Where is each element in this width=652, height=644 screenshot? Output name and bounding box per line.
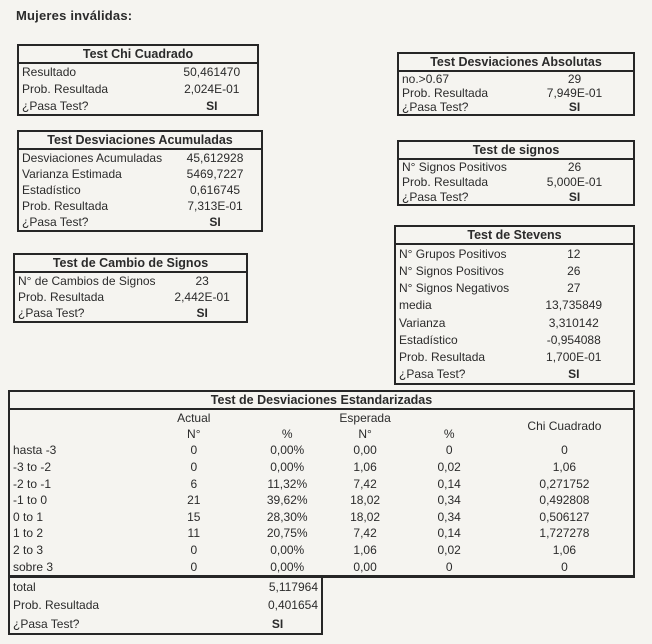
row-label: ¿Pasa Test?	[402, 189, 469, 204]
row-label: Prob. Resultada	[18, 290, 105, 304]
table-title: Test Desviaciones Absolutas	[399, 54, 633, 72]
cell: 0	[190, 443, 198, 458]
row-label: Prob. Resultada	[22, 199, 109, 213]
row-value: SI	[271, 616, 284, 631]
row-label: Prob. Resultada	[13, 598, 100, 613]
table-row	[10, 459, 633, 476]
cell: 6	[190, 476, 198, 491]
table-row	[10, 442, 633, 459]
row-label: -2 to -1	[13, 476, 52, 491]
table-row	[19, 182, 261, 198]
test-desviaciones-acumuladas-table	[17, 130, 263, 232]
cell: 0,00%	[270, 443, 305, 458]
cell: 0,271752	[539, 476, 590, 491]
row-value: 13,735849	[545, 298, 603, 313]
cell: 1,06	[552, 543, 577, 558]
column-header-actual-pct: %	[281, 427, 293, 441]
table-row	[19, 64, 257, 81]
row-label: -3 to -2	[13, 459, 52, 474]
row-value: 26	[567, 263, 581, 278]
cell: 20,75%	[266, 526, 308, 541]
row-label: 0 to 1	[13, 509, 44, 524]
row-value: SI	[568, 189, 581, 204]
row-value: -0,954088	[546, 332, 601, 347]
table-row	[10, 558, 633, 575]
table-row	[396, 349, 633, 366]
row-value: 0,401654	[267, 598, 318, 613]
cell: 1,06	[353, 543, 377, 558]
cell: 28,30%	[266, 509, 308, 524]
big-table-header	[10, 410, 633, 442]
table-row	[396, 245, 633, 262]
table-title: Test de Desviaciones Estandarizadas	[10, 392, 633, 410]
table-title: Test de Stevens	[396, 227, 633, 245]
row-value: 3,310142	[548, 315, 599, 330]
row-label: Estadístico	[399, 332, 458, 347]
table-row	[399, 189, 633, 204]
row-label: Varianza Estimada	[22, 167, 122, 181]
test-chi-cuadrado-table	[17, 44, 259, 116]
row-label: 2 to 3	[13, 543, 44, 558]
column-header-actual-n: N°	[187, 427, 201, 441]
row-value: 2,442E-01	[174, 290, 230, 304]
row-label: Estadístico	[22, 183, 81, 197]
row-label: 1 to 2	[13, 526, 44, 541]
column-header-esperada: Esperada	[339, 411, 391, 425]
table-row	[19, 81, 257, 98]
test-desviaciones-estandarizadas-table	[8, 390, 635, 578]
row-value: 1,700E-01	[546, 350, 602, 365]
table-row	[19, 97, 257, 114]
row-label: ¿Pasa Test?	[18, 306, 85, 320]
cell: 0	[190, 543, 198, 558]
table-row	[15, 273, 246, 289]
row-label: -1 to 0	[13, 493, 48, 508]
cell: 0,00%	[270, 543, 305, 558]
row-value: 5,000E-01	[546, 175, 603, 189]
row-label: media	[399, 298, 432, 313]
cell: 18,02	[350, 493, 381, 508]
row-label: ¿Pasa Test?	[399, 367, 466, 382]
test-de-signos-table	[397, 140, 635, 206]
cell: 0,02	[437, 459, 461, 474]
column-header-esperada-n: N°	[358, 427, 372, 441]
cell: 0,14	[437, 526, 461, 541]
row-value: 23	[195, 274, 209, 288]
cell: 0,506127	[539, 509, 590, 524]
table-row	[396, 366, 633, 383]
test-cambio-de-signos-table	[13, 253, 248, 323]
cell: 0,02	[437, 543, 461, 558]
table-row	[396, 297, 633, 314]
table-row	[19, 198, 261, 214]
table-row	[15, 289, 246, 305]
row-label: Prob. Resultada	[402, 175, 489, 189]
table-row	[399, 100, 633, 114]
row-value: 7,949E-01	[546, 86, 603, 100]
table-row	[19, 214, 261, 230]
cell: 11	[187, 526, 201, 541]
row-label: N° Signos Negativos	[399, 281, 510, 296]
table-row	[19, 166, 261, 182]
cell: 0,34	[437, 509, 461, 524]
table-row	[399, 175, 633, 190]
row-value: 29	[567, 72, 582, 86]
cell: 18,02	[350, 509, 381, 524]
cell: 0	[190, 559, 198, 574]
row-value: 26	[567, 160, 582, 175]
cell: 0	[445, 559, 453, 574]
table-row	[399, 160, 633, 175]
table-row	[19, 150, 261, 166]
cell: 15	[187, 509, 201, 524]
table-row	[396, 280, 633, 297]
row-label: ¿Pasa Test?	[402, 100, 469, 114]
table-row	[396, 314, 633, 331]
table-title: Test de signos	[399, 142, 633, 160]
row-value: 7,313E-01	[187, 199, 243, 213]
row-label: ¿Pasa Test?	[22, 98, 89, 113]
row-label: no.>0.67	[402, 72, 450, 86]
cell: 0,00%	[270, 559, 305, 574]
table-title: Test Desviaciones Acumuladas	[19, 132, 261, 150]
table-row	[15, 305, 246, 321]
cell: 0,00	[353, 443, 377, 458]
row-value: 2,024E-01	[184, 82, 240, 96]
row-label: ¿Pasa Test?	[22, 215, 89, 229]
table-row	[399, 86, 633, 100]
column-header-chi-cuadrado: Chi Cuadrado	[527, 419, 602, 433]
row-label: Varianza	[399, 315, 446, 330]
row-value: SI	[568, 100, 581, 114]
test-desviaciones-absolutas-table	[397, 52, 635, 116]
row-label: Resultado	[22, 65, 77, 80]
table-title: Test Chi Cuadrado	[19, 46, 257, 64]
table-row	[10, 596, 321, 614]
cell: 0	[190, 459, 198, 474]
row-label: sobre 3	[13, 559, 54, 574]
row-value: SI	[209, 215, 221, 229]
row-value: 45,612928	[186, 151, 244, 165]
table-row	[399, 72, 633, 86]
cell: 0,00	[353, 559, 377, 574]
column-header-esperada-pct: %	[443, 427, 455, 441]
table-row	[396, 262, 633, 279]
table-row	[10, 492, 633, 509]
row-label: ¿Pasa Test?	[13, 616, 80, 631]
cell: 7,42	[353, 476, 377, 491]
column-header-actual: Actual	[177, 411, 211, 425]
cell: 1,727278	[539, 526, 590, 541]
row-label: N° Signos Positivos	[402, 160, 507, 175]
row-value: 5,117964	[268, 580, 318, 595]
cell: 0,34	[437, 493, 461, 508]
row-value: 0,616745	[189, 183, 241, 197]
cell: 7,42	[353, 526, 377, 541]
table-row	[10, 578, 321, 596]
table-row	[10, 542, 633, 559]
cell: 0,492808	[539, 493, 590, 508]
row-label: Desviaciones Acumuladas	[22, 151, 163, 165]
table-row	[396, 331, 633, 348]
page-title: Mujeres inválidas:	[16, 8, 133, 23]
table-row	[10, 475, 633, 492]
test-de-stevens-table	[394, 225, 635, 385]
row-label: Prob. Resultada	[22, 82, 109, 96]
cell: 21	[187, 493, 201, 508]
row-label: Prob. Resultada	[402, 86, 489, 100]
row-label: total	[13, 580, 36, 595]
cell: 1,06	[552, 459, 577, 474]
cell: 1,06	[353, 459, 377, 474]
big-table-rows	[10, 442, 633, 575]
row-value: SI	[206, 98, 218, 113]
table-title: Test de Cambio de Signos	[15, 255, 246, 273]
cell: 0,14	[437, 476, 461, 491]
row-value: SI	[196, 306, 208, 320]
cell: 11,32%	[267, 476, 308, 491]
row-label: hasta -3	[13, 443, 57, 458]
row-label: N° de Cambios de Signos	[18, 274, 156, 288]
row-value: 5469,7227	[186, 167, 244, 181]
cell: 0	[445, 443, 453, 458]
cell: 39,62%	[266, 493, 308, 508]
row-label: Prob. Resultada	[399, 350, 486, 365]
table-row	[10, 525, 633, 542]
row-label: N° Signos Positivos	[399, 263, 504, 278]
big-table-footer	[8, 578, 323, 635]
table-row	[10, 615, 321, 633]
row-value: 50,461470	[183, 65, 241, 80]
row-value: 27	[567, 281, 581, 296]
row-label: N° Grupos Positivos	[399, 246, 507, 261]
cell: 0,00%	[270, 459, 305, 474]
cell: 0	[561, 559, 568, 574]
row-value: SI	[568, 367, 580, 382]
row-value: 12	[567, 246, 581, 261]
table-row	[10, 509, 633, 526]
cell: 0	[561, 443, 568, 458]
